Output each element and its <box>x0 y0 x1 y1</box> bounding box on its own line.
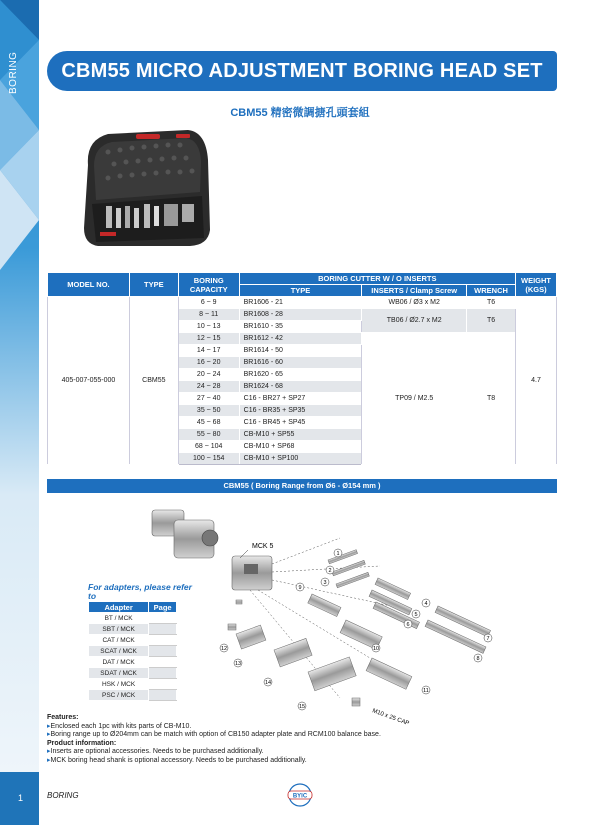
svg-text:4: 4 <box>424 601 428 607</box>
table-row <box>89 690 177 701</box>
footer-section-label: BORING <box>47 791 79 800</box>
svg-text:7: 7 <box>486 636 490 642</box>
page-subtitle: CBM55 精密微調搪孔頭套組 <box>230 107 370 119</box>
callout-12 <box>220 644 228 652</box>
boring-range-banner: CBM55 ( Boring Range from Ø6 - Ø154 mm ) <box>47 479 557 493</box>
svg-text:5: 5 <box>414 612 418 618</box>
col-model: MODEL NO. <box>48 273 130 297</box>
table-row <box>48 297 557 309</box>
cutter-type: CB-M10 + SP55 <box>239 429 362 441</box>
parts-exploded-drawing <box>140 498 510 730</box>
model-number: 405-007-055-000 <box>48 297 130 465</box>
col-type: TYPE <box>129 273 178 297</box>
cutter-type: CB-M10 + SP100 <box>239 453 362 465</box>
col-inserts: INSERTS / Clamp Screw <box>362 285 467 297</box>
svg-text:13: 13 <box>234 661 242 667</box>
callout-15 <box>298 702 306 710</box>
spec-table <box>47 272 557 465</box>
table-row <box>89 679 177 690</box>
features-title: Features: <box>47 714 79 721</box>
svg-text:BYIC: BYIC <box>292 793 308 800</box>
wrench-value: T8 <box>467 333 516 465</box>
callout-6 <box>404 620 412 628</box>
cutter-type: C16 - BR27 + SP27 <box>239 393 362 405</box>
boring-range: 68 ~ 104 <box>178 441 239 453</box>
page-title: CBM55 MICRO ADJUSTMENT BORING HEAD SET <box>61 59 543 82</box>
callout-1 <box>334 549 342 557</box>
adapter-item: HSK / MCK <box>89 679 149 690</box>
boring-range: 45 ~ 68 <box>178 417 239 429</box>
notes-section <box>47 714 557 765</box>
title-banner <box>47 51 557 91</box>
product-info-line: ▸ Inserts are optional accessories. Needs to be purchased additionally. <box>47 748 557 757</box>
callout-7 <box>484 634 492 642</box>
adapter-note: For adapters, please refer to <box>88 582 192 601</box>
cutter-type: BR1610 - 35 <box>239 321 362 333</box>
cutter-type: BR1606 - 21 <box>239 297 362 309</box>
boring-range: 6 ~ 9 <box>178 297 239 309</box>
col-adapter: Adapter <box>89 602 149 613</box>
boring-range: 14 ~ 17 <box>178 345 239 357</box>
boring-range: 55 ~ 80 <box>178 429 239 441</box>
adapter-item: DAT / MCK <box>89 657 149 668</box>
col-cutter-type: TYPE <box>239 285 362 297</box>
boring-range: 100 ~ 154 <box>178 453 239 465</box>
product-type: CBM55 <box>129 297 178 465</box>
insert-value: TB06 / Ø2.7 x M2 <box>362 309 467 333</box>
callout-4 <box>422 599 430 607</box>
callout-2 <box>326 566 334 574</box>
cutter-type: BR1614 - 50 <box>239 345 362 357</box>
weight-value: 4.7 <box>515 297 556 465</box>
boring-range: 27 ~ 40 <box>178 393 239 405</box>
adapter-item: CAT / MCK <box>89 635 149 646</box>
svg-text:2: 2 <box>328 568 332 574</box>
cutter-type: BR1620 - 65 <box>239 369 362 381</box>
adapter-table <box>88 601 177 701</box>
adapter-item: SCAT / MCK <box>89 646 149 657</box>
svg-text:1: 1 <box>336 551 340 557</box>
col-wrench: WRENCH <box>467 285 516 297</box>
svg-text:3: 3 <box>323 580 327 586</box>
col-weight: WEIGHT (KGS) <box>515 273 556 297</box>
boring-range: 35 ~ 50 <box>178 405 239 417</box>
cutter-type: BR1608 - 28 <box>239 309 362 321</box>
adapter-item: SDAT / MCK <box>89 668 149 679</box>
callout-14 <box>264 678 272 686</box>
boring-range: 10 ~ 13 <box>178 321 239 333</box>
col-cutter-group: BORING CUTTER W / O INSERTS <box>239 273 515 285</box>
adapter-item: PSC / MCK <box>89 690 149 701</box>
cutter-type: C16 - BR35 + SP35 <box>239 405 362 417</box>
callout-9 <box>296 583 304 591</box>
product-case-photo <box>78 120 213 250</box>
svg-text:12: 12 <box>220 646 228 652</box>
callout-5 <box>412 610 420 618</box>
cutter-type: C16 - BR45 + SP45 <box>239 417 362 429</box>
svg-text:15: 15 <box>298 704 306 710</box>
boring-range: 16 ~ 20 <box>178 357 239 369</box>
svg-text:11: 11 <box>423 688 429 694</box>
cutter-type: BR1612 - 42 <box>239 333 362 345</box>
callout-13 <box>234 659 242 667</box>
cutter-type: CB-M10 + SP68 <box>239 441 362 453</box>
table-row <box>89 613 177 624</box>
callout-8 <box>474 654 482 662</box>
table-row <box>89 624 177 635</box>
svg-text:6: 6 <box>406 622 410 628</box>
product-info-line: ▸ MCK boring head shank is optional accessory. Needs to be purchased additionally. <box>47 757 557 766</box>
wrench-value: T6 <box>467 309 516 333</box>
boring-range: 12 ~ 15 <box>178 333 239 345</box>
screw-label: M10 x 25 CAP <box>371 708 410 728</box>
col-page: Page <box>149 602 177 613</box>
mck-label: MCK 5 <box>252 543 274 550</box>
boring-range: 24 ~ 28 <box>178 381 239 393</box>
table-row <box>89 646 177 657</box>
cutter-type: BR1616 - 60 <box>239 357 362 369</box>
wrench-value: T6 <box>467 297 516 309</box>
boring-range: 20 ~ 24 <box>178 369 239 381</box>
side-section-label: BORING <box>8 51 19 94</box>
table-row <box>89 635 177 646</box>
brand-logo <box>282 782 318 808</box>
feature-line: ▸ Enclosed each 1pc with kits parts of CB-M10. <box>47 723 557 732</box>
feature-line: ▸ Boring range up to Ø204mm can be match with option of CB150 adapter plate and RCM100 balance base. <box>47 731 557 740</box>
svg-text:9: 9 <box>298 585 302 591</box>
page-number: 1 <box>18 793 24 803</box>
boring-range: 8 ~ 11 <box>178 309 239 321</box>
adapter-item: BT / MCK <box>89 613 149 624</box>
shank-part <box>152 510 218 558</box>
callout-11 <box>422 686 430 694</box>
insert-value: TP09 / M2.5 <box>362 333 467 465</box>
product-info-title: Product information: <box>47 739 117 747</box>
col-capacity: BORING CAPACITY <box>178 273 239 297</box>
adapter-item: SBT / MCK <box>89 624 149 635</box>
svg-text:10: 10 <box>372 646 380 652</box>
callout-10 <box>372 644 380 652</box>
callout-3 <box>321 578 329 586</box>
svg-text:14: 14 <box>264 680 272 686</box>
insert-value: WB06 / Ø3 x M2 <box>362 297 467 309</box>
cutter-type: BR1624 - 68 <box>239 381 362 393</box>
table-row <box>89 668 177 679</box>
svg-text:8: 8 <box>476 656 480 662</box>
table-row <box>89 657 177 668</box>
